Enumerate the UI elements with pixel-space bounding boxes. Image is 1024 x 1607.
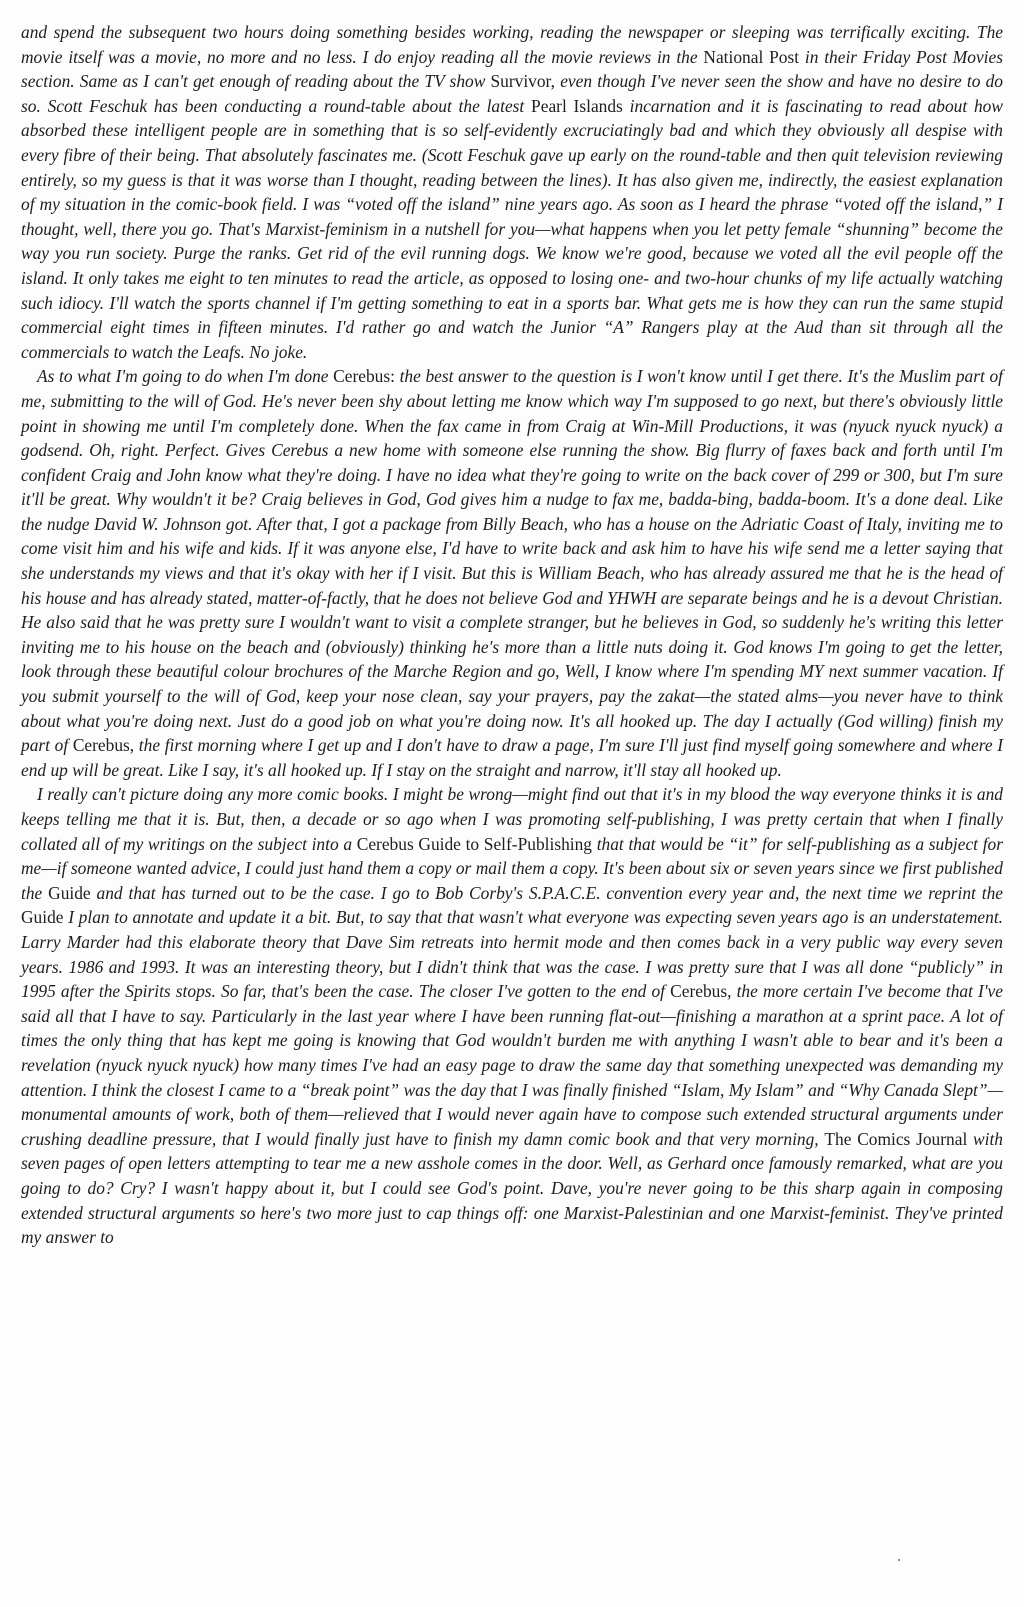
- text-run-roman: Survivor,: [490, 71, 556, 92]
- text-run-roman: Cerebus,: [72, 735, 135, 756]
- paragraph-2: [21, 364, 1003, 782]
- text-run-roman: Cerebus:: [333, 366, 395, 387]
- scan-speck: [898, 1559, 900, 1561]
- text-run: I really can't picture doing any more comic books. I might be wrong—might find out that it's in my blood the way everyone thinks it is and keeps telling me that it is. But, then, a decade or so ago when I was promoting self-publishing, I was pretty certain that when I finally collated all of my writings on the subject into a: [21, 784, 1003, 854]
- paragraph-1: [21, 20, 1003, 364]
- body-text-column: [21, 20, 1003, 1250]
- text-run: the first morning where I get up and I don't have to draw a page, I'm sure I'll just find myself going somewhere and where I end up will be great. Like I say, it's all hooked up. If I stay on the straight and narrow, it'll stay all hooked up.: [21, 735, 1003, 780]
- text-run-roman: National Post: [703, 46, 800, 67]
- text-run: in their Friday Post Movies section. Same as I can't get enough of reading about the TV show: [21, 46, 1003, 92]
- text-run: and that has turned out to be the case. I go to Bob Corby's S.P.A.C.E. convention every year and, the next time we reprint the: [90, 882, 1004, 903]
- text-run: As to what I'm going to do when I'm done: [37, 366, 334, 387]
- text-run: incarnation and it is fascinating to read about how absorbed these intelligent people are in something that is so self-evidently excruciatingly bad and which they obviously all despise with every fibre of their being. That absolutely fascinates me. (Scott Feschuk gave up early on the round-table and then quit television reviewing entirely, so my guess is that it was worse than I thought, reading between the lines). It has also given me, indirectly, the easiest explanation of my situation in the comic-book field. I was “voted off the island” nine years ago. As soon as I heard the phrase “voted off the island,” I thought, well, there you go. That's Marxist-feminism in a nutshell for you—what happens when you let petty female “shunning” become the way you run society. Purge the ranks. Get rid of the evil running dogs. We know we're good, because we voted all the evil people off the island. It only takes me eight to ten minutes to read the article, as opposed to losing one- and two-hour chunks of my life actually watching such idiocy. I'll watch the sports channel if I'm getting something to eat in a sports bar. What gets me is how they can run the same stupid commercial eight times in fifteen minutes. I'd rather go and watch the Junior “A” Rangers play at the Aud than sit through all the commercials to watch the Leafs. No joke.: [21, 95, 1003, 362]
- text-run: with seven pages of open letters attempting to tear me a new asshole comes in the door. Well, as Gerhard once famously remarked, what are you going to do? Cry? I wasn't happy about it, but I could see God's point. Dave, you're never going to be this sharp again in composing extended structural arguments so here's two more just to cap things off: one Marxist-Palestinian and one Marxist-feminist. They've printed my answer to: [21, 1128, 1003, 1248]
- paragraph-3: [21, 782, 1003, 1249]
- text-run-roman: Guide: [48, 882, 91, 903]
- text-run: the best answer to the question is I won't know until I get there. It's the Muslim part of me, submitting to the will of God. He's never been shy about letting me know which way I'm supposed to go next, but there's obviously little point in showing me until I'm completely done. When the fax came in from Craig at Win-Mill Productions, it was (nyuck nyuck nyuck) a godsend. Oh, right. Perfect. Gives Cerebus a new home with someone else running the show. Big flurry of faxes back and forth until I'm confident Craig and John know what they're doing. I have no idea what they're going to write on the back cover of 299 or 300, but I'm sure it'll be great. Why wouldn't it be? Craig believes in God, God gives him a nudge to fax me, badda-bing, badda-boom. It's a done deal. Like the nudge David W. Johnson got. After that, I got a package from Billy Beach, who has a house on the Adriatic Coast of Italy, inviting me to come visit him and his wife and kids. If it was anyone else, I'd have to write back and ask him to have his wife send me a letter saying that she understands my views and that it's okay with her if I visit. But this is William Beach, who has already assured me that he is the head of his house and has already stated, matter-of-factly, that he does not believe God and YHWH are separate beings and he is a devout Christian. He also said that he was pretty sure I wouldn't want to visit a complete stranger, but he believes in God, so suddenly he's writing this letter inviting me to his house on the beach and (obviously) thinking he's more than a little nuts doing it. God knows I'm going to get the letter, look through these beautiful colour brochures of the Marche Region and go, Well, I know where I'm spending MY next summer vacation. If you submit yourself to the will of God, keep your nose clean, say your prayers, pay the zakat—the stated alms—you never have to think about what you're doing next. Just do a good job on what you're doing now. It's all hooked up. The day I actually (God willing) finish my part of: [21, 366, 1004, 756]
- text-run-roman: Cerebus,: [670, 981, 732, 1002]
- text-run: and spend the subsequent two hours doing something besides working, reading the newspaper or sleeping was terrifically exciting. The movie itself was a movie, no more and no less. I do enjoy reading all the movie reviews in the: [21, 22, 1003, 67]
- text-run: I plan to annotate and update it a bit. But, to say that that wasn't what everyone was expecting seven years ago is an understatement. Larry Marder had this elaborate theory that Dave Sim retreats into hermit mode and then comes back in a very public way every seven years. 1986 and 1993. It was an interesting theory, but I didn't think that was the case. I was pretty sure that I was all done “publicly” in 1995 after the Spirits stops. So far, that's been the case. The closer I've gotten to the end of: [21, 907, 1003, 1002]
- text-run: that that would be “it” for self-publishing as a subject for me—if someone wanted advice, I could just hand them a copy or mail them a copy. It's been about six or seven years since we first published the: [21, 833, 1003, 903]
- text-run-roman: Pearl Islands: [531, 95, 623, 116]
- text-run-roman: The Comics Journal: [824, 1128, 968, 1149]
- text-run: the more certain I've become that I've said all that I have to say. Particularly in the last year where I have been running flat-out—finishing a marathon at a sprint pace. A lot of times the only thing that has kept me going is knowing that God wouldn't burden me with anything I wasn't able to bear and it's been a revelation (nyuck nyuck nyuck) how many times I've had an easy page to draw the same day that something unexpected was demanding my attention. I think the closest I came to a “break point” was the day that I was finally finished “Islam, My Islam” and “Why Canada Slept”—monumental amounts of work, both of them—relieved that I would never again have to compose such extended structural arguments under crushing deadline pressure, that I would finally just have to finish my damn comic book and that very morning,: [21, 981, 1003, 1149]
- text-run-roman: Cerebus Guide to Self-Publishing: [356, 833, 593, 854]
- text-run-roman: Guide: [21, 907, 64, 928]
- text-run: even though I've never seen the show and have no desire to do so. Scott Feschuk has been conducting a round-table about the latest: [21, 71, 1003, 116]
